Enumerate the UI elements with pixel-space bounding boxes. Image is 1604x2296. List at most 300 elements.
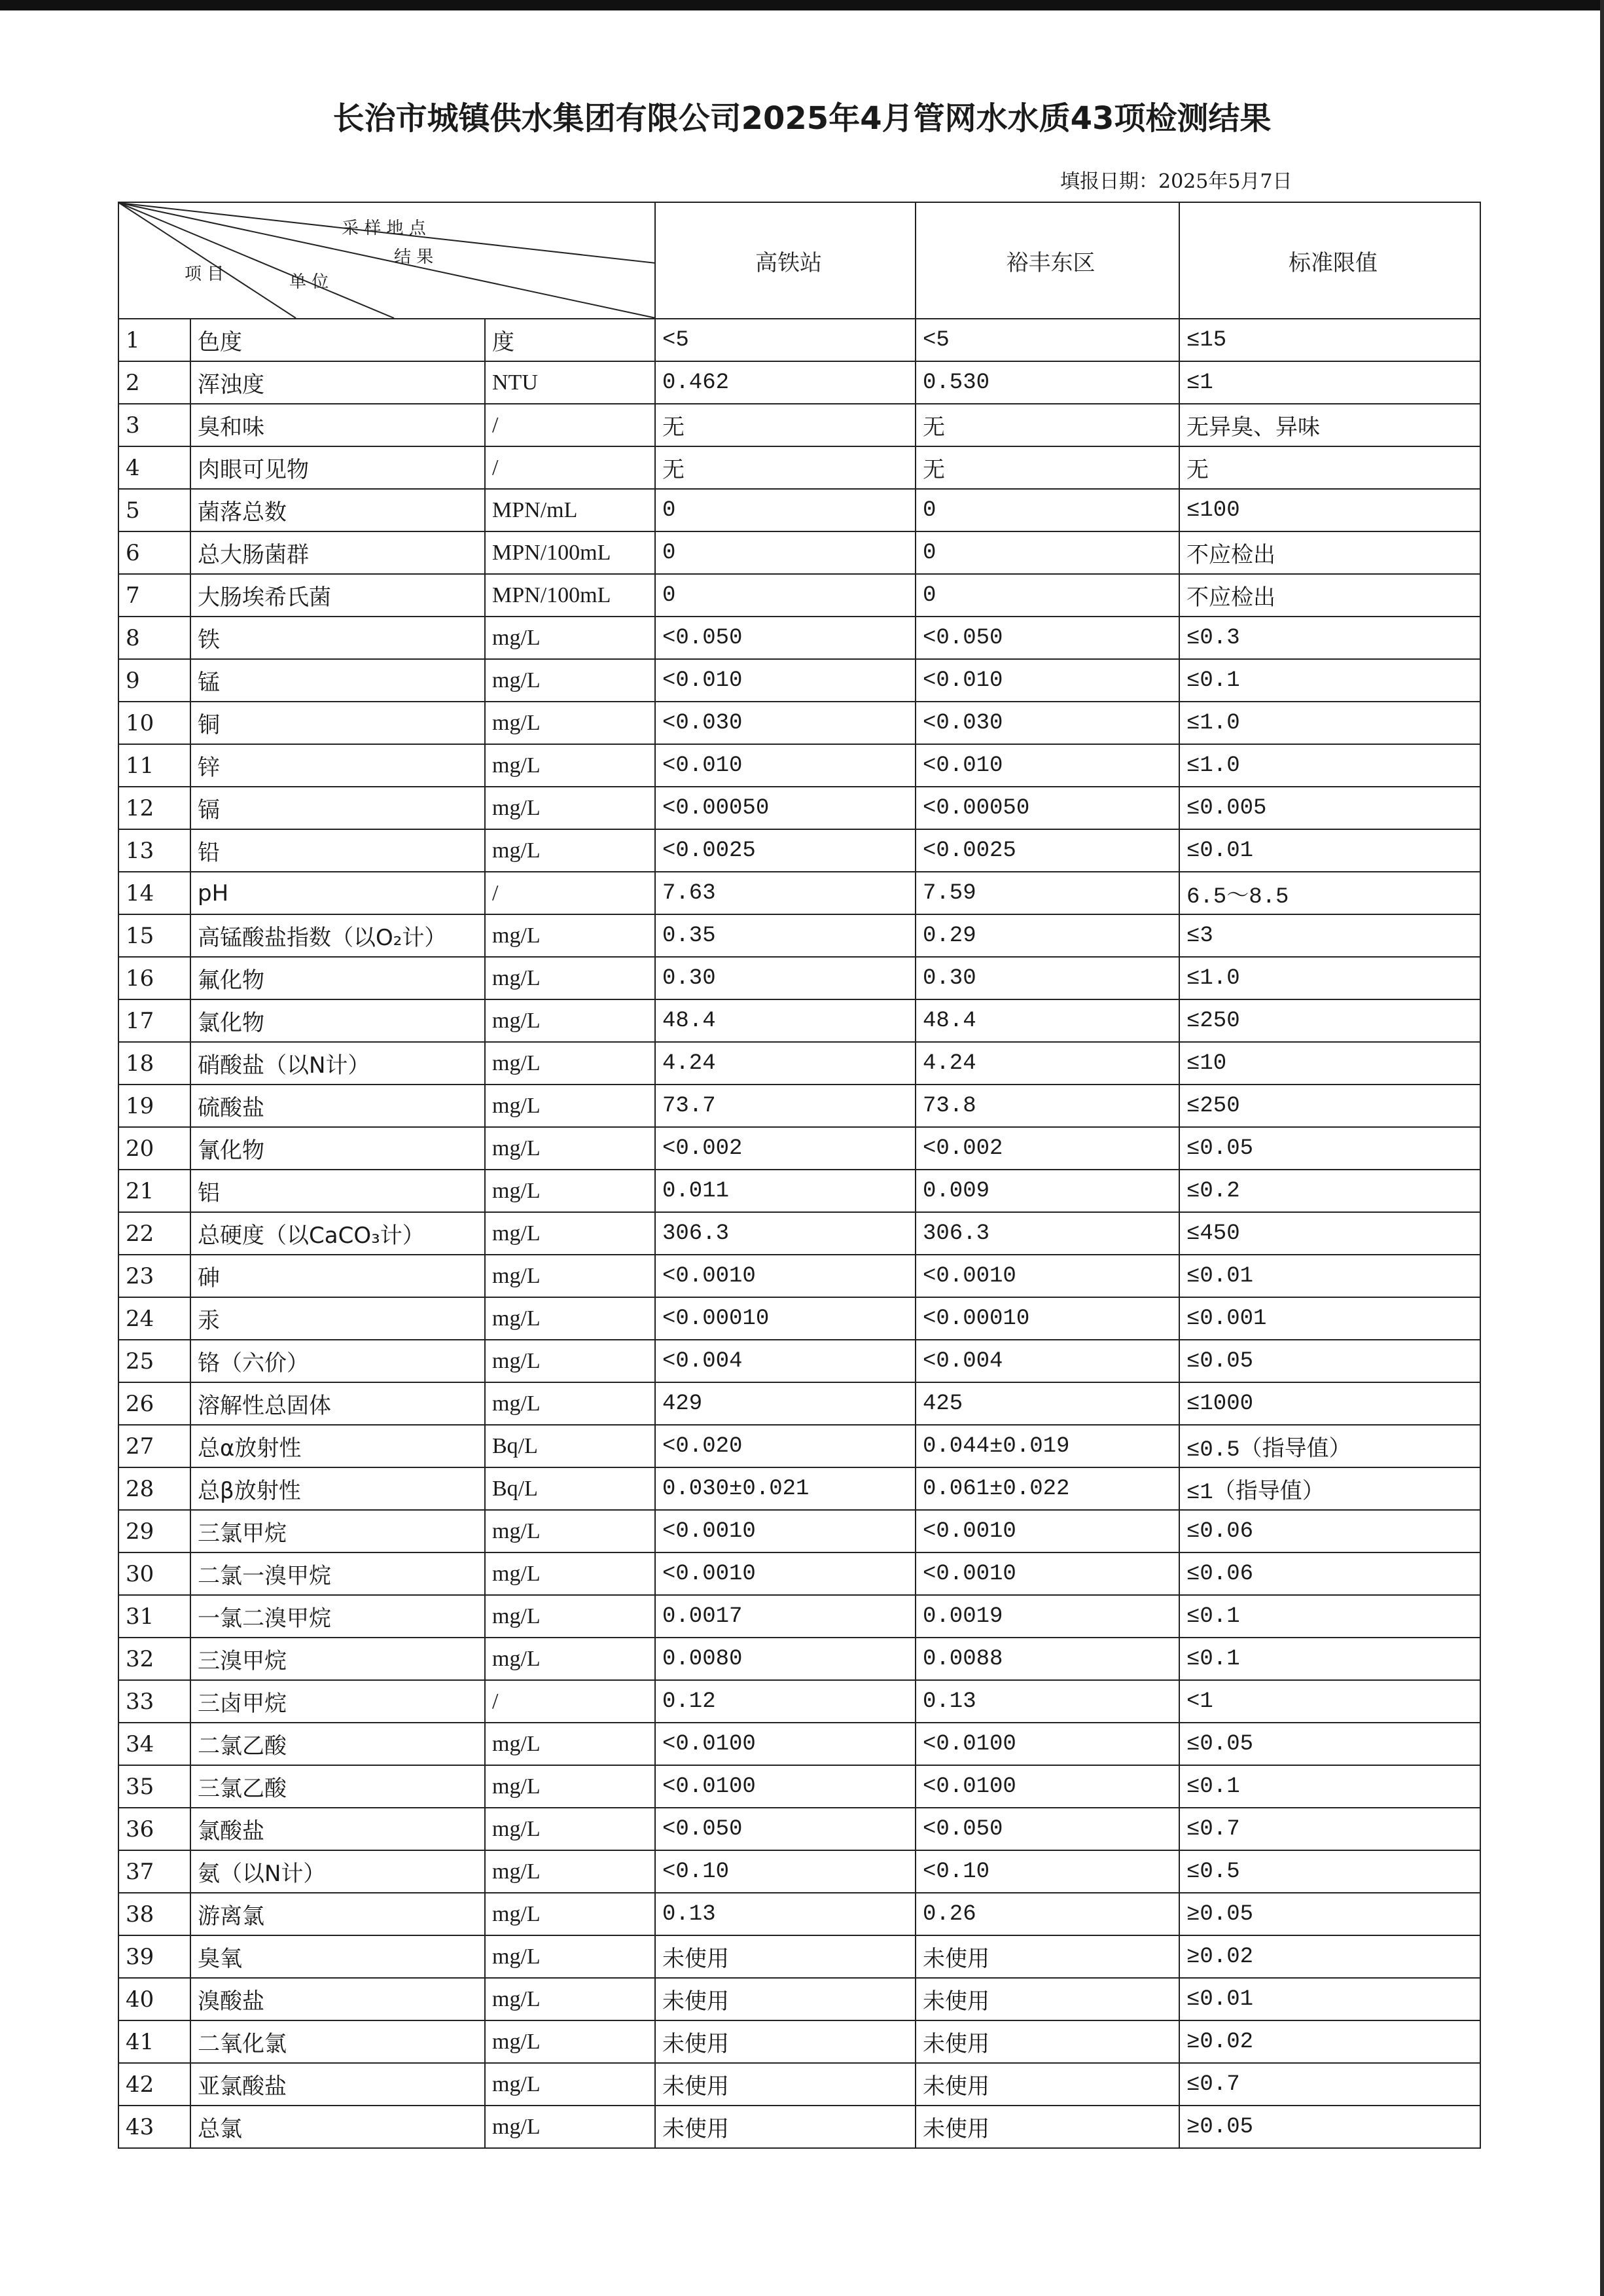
row-number: 17 [118,999,190,1042]
col-header-site1: 高铁站 [655,202,916,319]
standard-limit: ≤0.05 [1179,1723,1480,1765]
item-name: 肉眼可见物 [190,446,485,489]
standard-limit: ≤100 [1179,489,1480,531]
item-name: 铁 [190,617,485,659]
unit: MPN/mL [485,489,655,531]
item-name: 氯酸盐 [190,1808,485,1850]
value-site1: 0.0080 [655,1638,916,1680]
item-name: 三氯乙酸 [190,1765,485,1808]
unit: mg/L [485,1170,655,1212]
standard-limit: ≥0.02 [1179,2020,1480,2063]
row-number: 5 [118,489,190,531]
value-site1: 无 [655,446,916,489]
water-quality-table [118,202,1481,2149]
table-row [118,829,1480,872]
item-name: 臭氧 [190,1935,485,1978]
table-row [118,1808,1480,1850]
unit: mg/L [485,1340,655,1382]
standard-limit: ≤0.005 [1179,787,1480,829]
row-number: 19 [118,1085,190,1127]
value-site1: <0.004 [655,1340,916,1382]
unit: mg/L [485,1042,655,1085]
value-site1: <0.020 [655,1425,916,1467]
value-site1: 0.30 [655,957,916,999]
row-number: 7 [118,574,190,617]
row-number: 15 [118,914,190,957]
table-row [118,1255,1480,1297]
value-site1: <0.10 [655,1850,916,1893]
unit: mg/L [485,617,655,659]
diagonal-header-cell [118,202,655,319]
value-site2: 0.061±0.022 [916,1467,1179,1510]
standard-limit: ≤0.7 [1179,1808,1480,1850]
unit: mg/L [485,1510,655,1552]
standard-limit: 无 [1179,446,1480,489]
item-name: 铬（六价） [190,1340,485,1382]
table-row [118,1935,1480,1978]
row-number: 27 [118,1425,190,1467]
table-row [118,999,1480,1042]
table-row [118,2106,1480,2148]
row-number: 21 [118,1170,190,1212]
value-site2: 未使用 [916,2106,1179,2148]
unit: mg/L [485,787,655,829]
value-site1: 未使用 [655,2020,916,2063]
item-name: 二氧化氯 [190,2020,485,2063]
item-name: 总β放射性 [190,1467,485,1510]
unit: mg/L [485,1255,655,1297]
table-row [118,531,1480,574]
item-name: 锌 [190,744,485,787]
scan-right-border [1600,0,1604,2296]
table-row [118,1085,1480,1127]
standard-limit: ≤1.0 [1179,957,1480,999]
row-number: 18 [118,1042,190,1085]
row-number: 43 [118,2106,190,2148]
standard-limit: <1 [1179,1680,1480,1723]
row-number: 40 [118,1978,190,2020]
row-number: 16 [118,957,190,999]
value-site1: 未使用 [655,2106,916,2148]
item-name: 氟化物 [190,957,485,999]
value-site2: <0.010 [916,659,1179,702]
unit: mg/L [485,829,655,872]
value-site1: 0 [655,531,916,574]
value-site1: <0.050 [655,617,916,659]
row-number: 32 [118,1638,190,1680]
value-site1: 未使用 [655,1978,916,2020]
value-site2: <0.0010 [916,1255,1179,1297]
item-name: 三卤甲烷 [190,1680,485,1723]
standard-limit: 不应检出 [1179,531,1480,574]
value-site2: <0.0010 [916,1552,1179,1595]
item-name: 锰 [190,659,485,702]
row-number: 41 [118,2020,190,2063]
item-name: 硫酸盐 [190,1085,485,1127]
unit: mg/L [485,2106,655,2148]
table-row [118,1340,1480,1382]
unit: mg/L [485,914,655,957]
standard-limit: ≤3 [1179,914,1480,957]
standard-limit: ≤0.1 [1179,1765,1480,1808]
report-date: 填报日期：2025年5月7日 [1060,170,1292,193]
table-row [118,617,1480,659]
table-row [118,1765,1480,1808]
unit: mg/L [485,1212,655,1255]
unit: mg/L [485,659,655,702]
standard-limit: ≤1000 [1179,1382,1480,1425]
item-name: 溴酸盐 [190,1978,485,2020]
col-header-limit: 标准限值 [1179,202,1480,319]
table-row [118,489,1480,531]
value-site1: <0.030 [655,702,916,744]
unit: Bq/L [485,1467,655,1510]
standard-limit: ≤0.7 [1179,2063,1480,2106]
label-unit: 单 位 [289,272,329,292]
value-site2: <0.002 [916,1127,1179,1170]
value-site2: 73.8 [916,1085,1179,1127]
row-number: 8 [118,617,190,659]
value-site1: 7.63 [655,872,916,914]
unit: 度 [485,319,655,361]
standard-limit: ≤0.01 [1179,1978,1480,2020]
unit: MPN/100mL [485,574,655,617]
row-number: 11 [118,744,190,787]
standard-limit: ≤1.0 [1179,702,1480,744]
value-site2: 0.30 [916,957,1179,999]
table-row [118,1978,1480,2020]
row-number: 20 [118,1127,190,1170]
label-item: 项 目 [185,264,224,284]
value-site1: <0.002 [655,1127,916,1170]
table-row [118,2063,1480,2106]
table-row [118,319,1480,361]
item-name: 镉 [190,787,485,829]
value-site1: 0 [655,489,916,531]
value-site2: 0.29 [916,914,1179,957]
standard-limit: ≤1（指导值） [1179,1467,1480,1510]
table-row [118,1680,1480,1723]
row-number: 23 [118,1255,190,1297]
unit: mg/L [485,702,655,744]
table-row [118,744,1480,787]
standard-limit: ≥0.05 [1179,1893,1480,1935]
table-row [118,1170,1480,1212]
item-name: 三溴甲烷 [190,1638,485,1680]
row-number: 30 [118,1552,190,1595]
row-number: 22 [118,1212,190,1255]
value-site2: 未使用 [916,1978,1179,2020]
table-row [118,1127,1480,1170]
unit: mg/L [485,1297,655,1340]
standard-limit: ≤10 [1179,1042,1480,1085]
unit: mg/L [485,1382,655,1425]
value-site1: <0.010 [655,659,916,702]
table-row [118,1425,1480,1467]
standard-limit: ≤0.01 [1179,1255,1480,1297]
row-number: 4 [118,446,190,489]
row-number: 14 [118,872,190,914]
standard-limit: ≤0.5 [1179,1850,1480,1893]
row-number: 25 [118,1340,190,1382]
table-row [118,1638,1480,1680]
unit: mg/L [485,1085,655,1127]
value-site1: <0.0100 [655,1765,916,1808]
standard-limit: ≤0.001 [1179,1297,1480,1340]
row-number: 39 [118,1935,190,1978]
item-name: 游离氯 [190,1893,485,1935]
value-site1: <0.0010 [655,1552,916,1595]
table-row [118,1297,1480,1340]
standard-limit: ≤1.0 [1179,744,1480,787]
value-site1: 0 [655,574,916,617]
value-site2: 0 [916,489,1179,531]
unit: mg/L [485,1808,655,1850]
table-row [118,872,1480,914]
row-number: 26 [118,1382,190,1425]
value-site2: <0.0025 [916,829,1179,872]
value-site2: 48.4 [916,999,1179,1042]
row-number: 12 [118,787,190,829]
standard-limit: ≤0.06 [1179,1552,1480,1595]
table-header-row [118,202,1480,319]
value-site1: <0.010 [655,744,916,787]
unit: mg/L [485,1552,655,1595]
unit: mg/L [485,1765,655,1808]
unit: mg/L [485,2020,655,2063]
table-row [118,1723,1480,1765]
value-site2: 未使用 [916,2020,1179,2063]
row-number: 3 [118,404,190,446]
table-row [118,1467,1480,1510]
unit: mg/L [485,999,655,1042]
table-row [118,1042,1480,1085]
item-name: 铅 [190,829,485,872]
standard-limit: ≤250 [1179,999,1480,1042]
row-number: 37 [118,1850,190,1893]
item-name: 氨（以N计） [190,1850,485,1893]
value-site2: <0.010 [916,744,1179,787]
standard-limit: 不应检出 [1179,574,1480,617]
table-row [118,1382,1480,1425]
row-number: 35 [118,1765,190,1808]
value-site2: <5 [916,319,1179,361]
item-name: 亚氯酸盐 [190,2063,485,2106]
item-name: 砷 [190,1255,485,1297]
row-number: 24 [118,1297,190,1340]
value-site1: 0.13 [655,1893,916,1935]
value-site2: 0.530 [916,361,1179,404]
unit: mg/L [485,1638,655,1680]
unit: mg/L [485,744,655,787]
unit: mg/L [485,1935,655,1978]
value-site2: 无 [916,404,1179,446]
table-row [118,1510,1480,1552]
value-site1: <0.00050 [655,787,916,829]
value-site1: <0.0010 [655,1510,916,1552]
unit: / [485,1680,655,1723]
value-site1: <0.00010 [655,1297,916,1340]
table-row [118,404,1480,446]
item-name: 总氯 [190,2106,485,2148]
value-site2: 0 [916,574,1179,617]
value-site2: 425 [916,1382,1179,1425]
value-site1: 无 [655,404,916,446]
row-number: 29 [118,1510,190,1552]
row-number: 36 [118,1808,190,1850]
unit: MPN/100mL [485,531,655,574]
value-site1: 0.030±0.021 [655,1467,916,1510]
table-row [118,361,1480,404]
value-site1: <0.0010 [655,1255,916,1297]
table-row [118,574,1480,617]
standard-limit: ≤0.05 [1179,1340,1480,1382]
value-site2: 0.13 [916,1680,1179,1723]
standard-limit: ≤1 [1179,361,1480,404]
standard-limit: ≤0.3 [1179,617,1480,659]
table-row [118,1595,1480,1638]
value-site2: 未使用 [916,1935,1179,1978]
value-site1: 306.3 [655,1212,916,1255]
table-row [118,1893,1480,1935]
standard-limit: ≤15 [1179,319,1480,361]
unit: mg/L [485,1850,655,1893]
table-row [118,1212,1480,1255]
item-name: 铜 [190,702,485,744]
standard-limit: ≤450 [1179,1212,1480,1255]
unit: / [485,446,655,489]
standard-limit: 6.5～8.5 [1179,872,1480,914]
row-number: 10 [118,702,190,744]
row-number: 33 [118,1680,190,1723]
value-site2: 0.009 [916,1170,1179,1212]
value-site1: 0.462 [655,361,916,404]
standard-limit: ≥0.02 [1179,1935,1480,1978]
item-name: 二氯一溴甲烷 [190,1552,485,1595]
unit: mg/L [485,2063,655,2106]
value-site2: 0.26 [916,1893,1179,1935]
value-site1: 0.35 [655,914,916,957]
table-row [118,446,1480,489]
document-title: 长治市城镇供水集团有限公司2025年4月管网水水质43项检测结果 [332,100,1272,137]
value-site2: <0.0100 [916,1765,1179,1808]
standard-limit: 无异臭、异味 [1179,404,1480,446]
item-name: 总硬度（以CaCO₃计） [190,1212,485,1255]
table-row [118,1552,1480,1595]
value-site2: 306.3 [916,1212,1179,1255]
item-name: 汞 [190,1297,485,1340]
value-site2: <0.050 [916,617,1179,659]
value-site2: <0.00050 [916,787,1179,829]
label-sampling-site: 采 样 地 点 [342,219,426,238]
value-site2: 0.044±0.019 [916,1425,1179,1467]
unit: / [485,404,655,446]
value-site1: 73.7 [655,1085,916,1127]
unit: mg/L [485,957,655,999]
standard-limit: ≤0.1 [1179,1595,1480,1638]
table-row [118,1850,1480,1893]
unit: Bq/L [485,1425,655,1467]
value-site2: 无 [916,446,1179,489]
row-number: 34 [118,1723,190,1765]
item-name: 总大肠菌群 [190,531,485,574]
value-site1: 未使用 [655,2063,916,2106]
value-site2: 4.24 [916,1042,1179,1085]
item-name: 高锰酸盐指数（以O₂计） [190,914,485,957]
standard-limit: ≤0.2 [1179,1170,1480,1212]
value-site2: 未使用 [916,2063,1179,2106]
table-row [118,957,1480,999]
standard-limit: ≤0.5（指导值） [1179,1425,1480,1467]
item-name: 二氯乙酸 [190,1723,485,1765]
row-number: 31 [118,1595,190,1638]
item-name: 硝酸盐（以N计） [190,1042,485,1085]
table-row [118,787,1480,829]
row-number: 38 [118,1893,190,1935]
item-name: 臭和味 [190,404,485,446]
value-site1: <0.0025 [655,829,916,872]
row-number: 28 [118,1467,190,1510]
scan-top-border [0,0,1604,10]
value-site1: 0.0017 [655,1595,916,1638]
value-site2: <0.004 [916,1340,1179,1382]
item-name: 铝 [190,1170,485,1212]
item-name: 三氯甲烷 [190,1510,485,1552]
item-name: 氯化物 [190,999,485,1042]
unit: mg/L [485,1127,655,1170]
item-name: 色度 [190,319,485,361]
item-name: 大肠埃希氏菌 [190,574,485,617]
row-number: 1 [118,319,190,361]
table-row [118,914,1480,957]
item-name: 氰化物 [190,1127,485,1170]
standard-limit: ≤0.01 [1179,829,1480,872]
table-row [118,702,1480,744]
value-site2: <0.0010 [916,1510,1179,1552]
standard-limit: ≤0.1 [1179,1638,1480,1680]
unit: mg/L [485,1893,655,1935]
item-name: 菌落总数 [190,489,485,531]
value-site1: <0.0100 [655,1723,916,1765]
unit: NTU [485,361,655,404]
value-site2: 7.59 [916,872,1179,914]
unit: / [485,872,655,914]
value-site1: 4.24 [655,1042,916,1085]
value-site1: <0.050 [655,1808,916,1850]
table-row [118,659,1480,702]
value-site2: <0.0100 [916,1723,1179,1765]
row-number: 6 [118,531,190,574]
unit: mg/L [485,1723,655,1765]
value-site1: 0.011 [655,1170,916,1212]
value-site1: 未使用 [655,1935,916,1978]
label-result: 结 果 [394,247,434,267]
row-number: 42 [118,2063,190,2106]
row-number: 9 [118,659,190,702]
value-site2: <0.00010 [916,1297,1179,1340]
value-site2: <0.030 [916,702,1179,744]
value-site2: 0.0088 [916,1638,1179,1680]
standard-limit: ≤0.06 [1179,1510,1480,1552]
value-site1: 0.12 [655,1680,916,1723]
value-site2: 0.0019 [916,1595,1179,1638]
item-name: 溶解性总固体 [190,1382,485,1425]
unit: mg/L [485,1595,655,1638]
value-site1: 429 [655,1382,916,1425]
row-number: 13 [118,829,190,872]
standard-limit: ≤250 [1179,1085,1480,1127]
value-site2: <0.050 [916,1808,1179,1850]
